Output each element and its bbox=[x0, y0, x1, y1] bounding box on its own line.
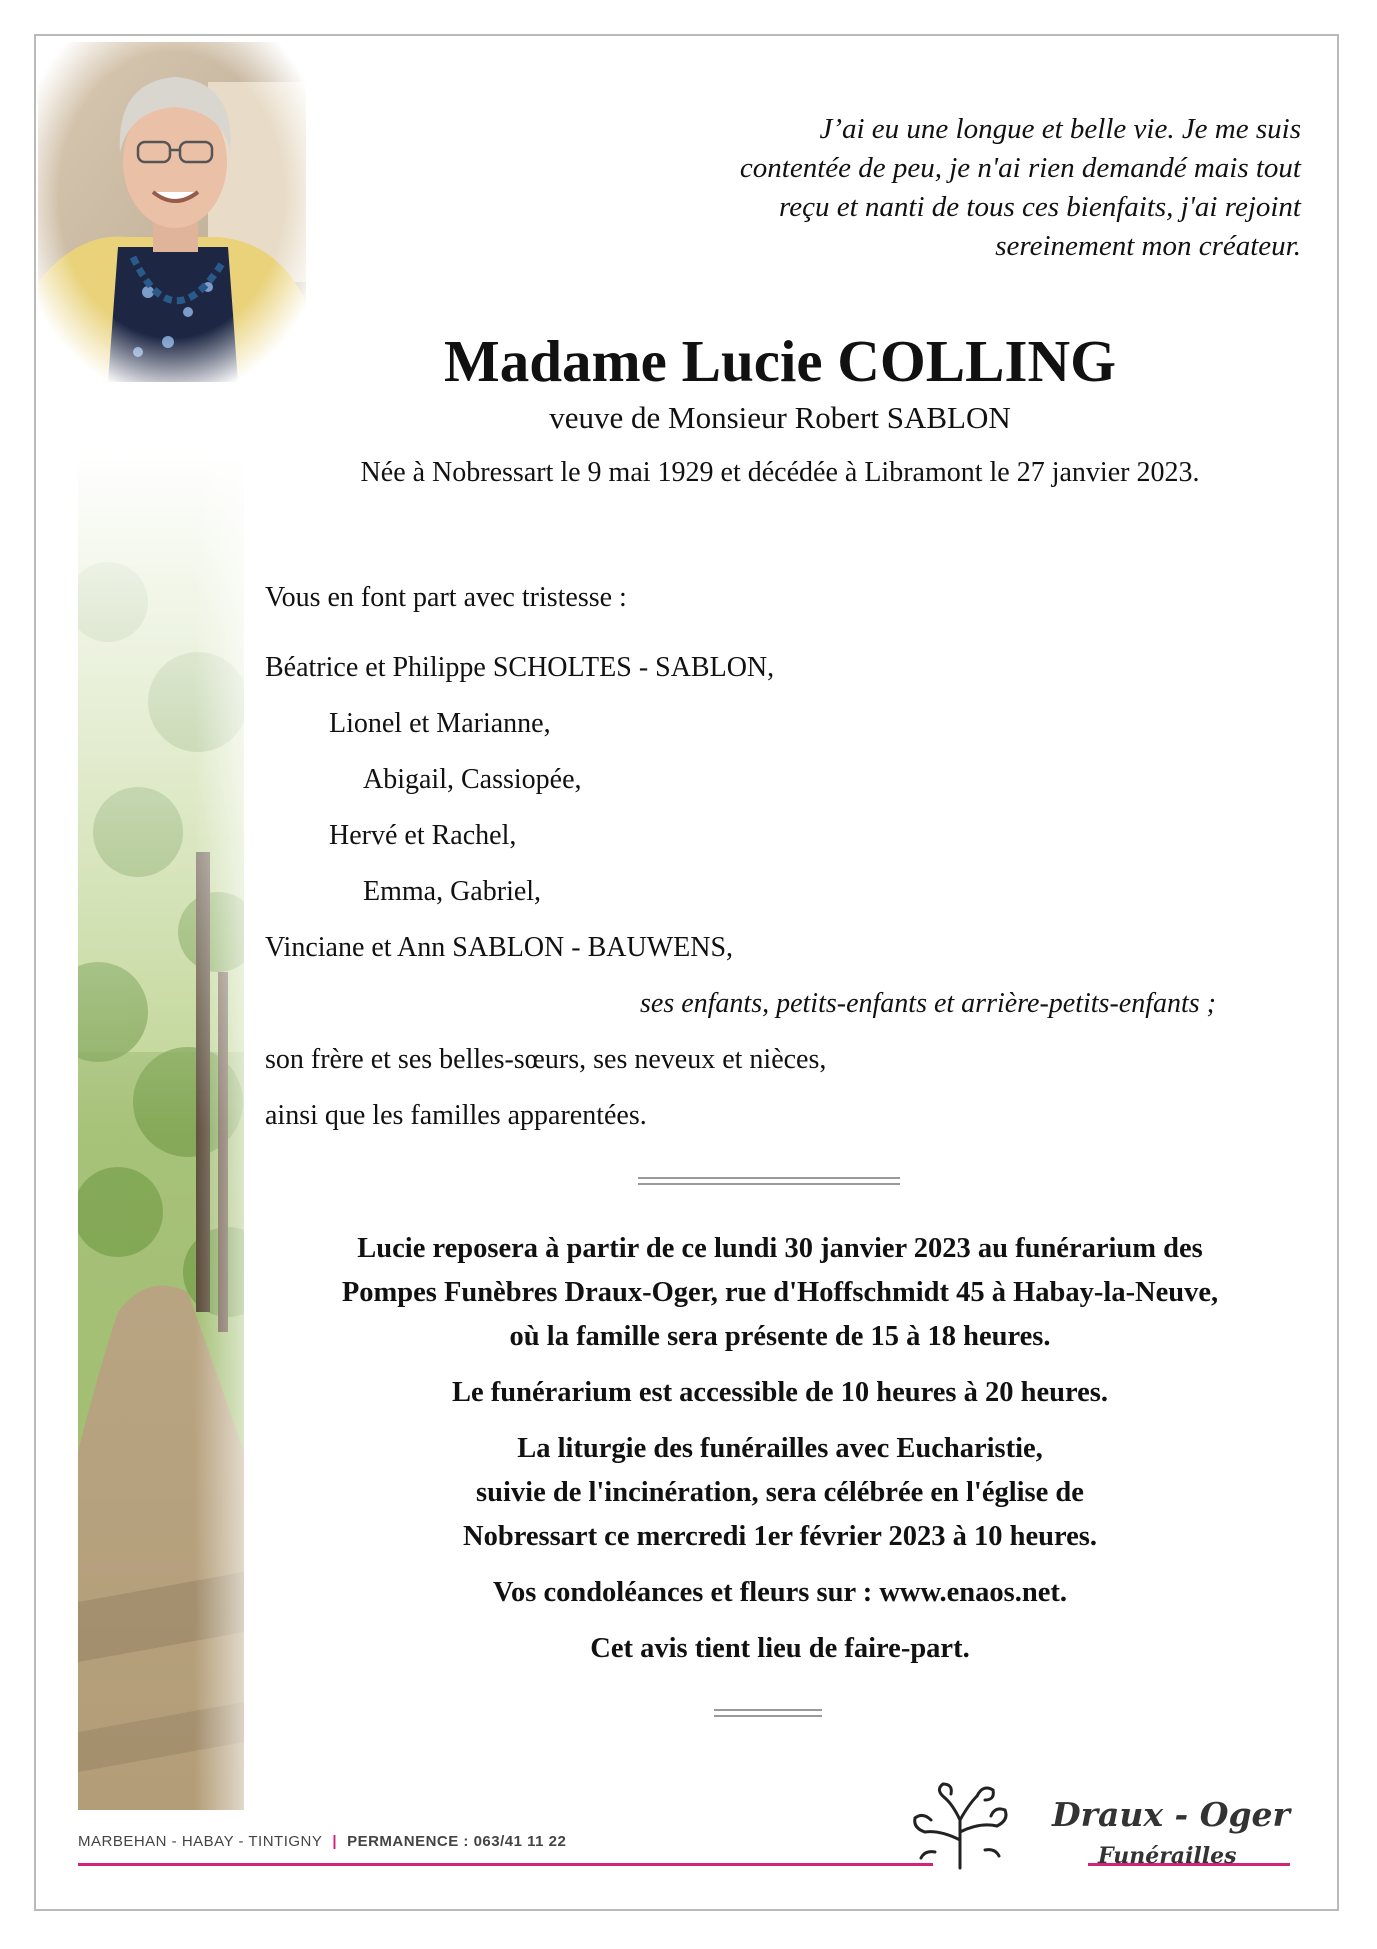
separator-line bbox=[714, 1709, 822, 1717]
funeral-info bbox=[240, 1227, 1320, 1671]
quote bbox=[581, 110, 1301, 266]
notice-line: Cet avis tient lieu de faire-part. bbox=[590, 1633, 970, 1664]
deceased-name: Madame Lucie COLLING bbox=[444, 328, 1116, 394]
quote-line: reçu et nanti de tous ces bienfaits, j'ai rejoint bbox=[779, 191, 1301, 223]
company-logo-name: Draux - Oger bbox=[1052, 1795, 1290, 1834]
quote-line: J’ai eu une longue et belle vie. Je me suis bbox=[819, 113, 1301, 145]
family-line: Abigail, Cassiopée, bbox=[363, 764, 582, 795]
liturgy-line: La liturgie des funérailles avec Eucharistie, bbox=[517, 1433, 1043, 1464]
footer-pink-line bbox=[78, 1863, 933, 1866]
quote-line: contentée de peu, je n'ai rien demandé mais tout bbox=[739, 152, 1301, 184]
quote-line: sereinement mon créateur. bbox=[995, 230, 1301, 262]
visitation-line: Lucie reposera à partir de ce lundi 30 janvier 2023 au funérarium des bbox=[357, 1233, 1203, 1264]
family-line: Lionel et Marianne, bbox=[329, 708, 551, 739]
footer-permanence: PERMANENCE : 063/41 11 22 bbox=[347, 1833, 567, 1850]
forest-path-image bbox=[78, 452, 244, 1810]
widow-of: veuve de Monsieur Robert SABLON bbox=[549, 400, 1011, 435]
footer-contact bbox=[78, 1833, 566, 1850]
funerarium-hours: Le funérarium est accessible de 10 heures à 20 heures. bbox=[452, 1377, 1108, 1408]
separator-line bbox=[638, 1177, 900, 1185]
portrait-photo bbox=[38, 42, 306, 382]
family-line: ainsi que les familles apparentées. bbox=[265, 1100, 647, 1131]
family-line: son frère et ses belles-sœurs, ses neveux et nièces, bbox=[265, 1044, 827, 1075]
tree-logo-icon bbox=[905, 1780, 1015, 1870]
liturgy-line: Nobressart ce mercredi 1er février 2023 à 10 heures. bbox=[463, 1521, 1097, 1552]
family-line: Vinciane et Ann SABLON - BAUWENS, bbox=[265, 932, 734, 963]
liturgy-line: suivie de l'incinération, sera célébrée en l'église de bbox=[476, 1477, 1084, 1508]
birth-death-line: Née à Nobressart le 9 mai 1929 et décédée à Libramont le 27 janvier 2023. bbox=[360, 457, 1200, 488]
condolences-line: Vos condoléances et fleurs sur : www.enaos.net. bbox=[493, 1577, 1067, 1608]
family-line: Béatrice et Philippe SCHOLTES - SABLON, bbox=[265, 652, 775, 683]
footer-separator: | bbox=[332, 1833, 338, 1850]
company-logo-subtitle: Funérailles bbox=[1098, 1843, 1237, 1869]
visitation-line: Pompes Funèbres Draux-Oger, rue d'Hoffschmidt 45 à Habay-la-Neuve, bbox=[341, 1277, 1219, 1308]
family-line-relation: ses enfants, petits-enfants et arrière-petits-enfants ; bbox=[640, 988, 1216, 1019]
family-line: Emma, Gabriel, bbox=[363, 876, 542, 907]
visitation-line: où la famille sera présente de 15 à 18 heures. bbox=[509, 1321, 1051, 1352]
family-intro: Vous en font part avec tristesse : bbox=[265, 582, 627, 613]
family-line: Hervé et Rachel, bbox=[329, 820, 517, 851]
footer-locations: MARBEHAN - HABAY - TINTIGNY bbox=[78, 1833, 323, 1850]
